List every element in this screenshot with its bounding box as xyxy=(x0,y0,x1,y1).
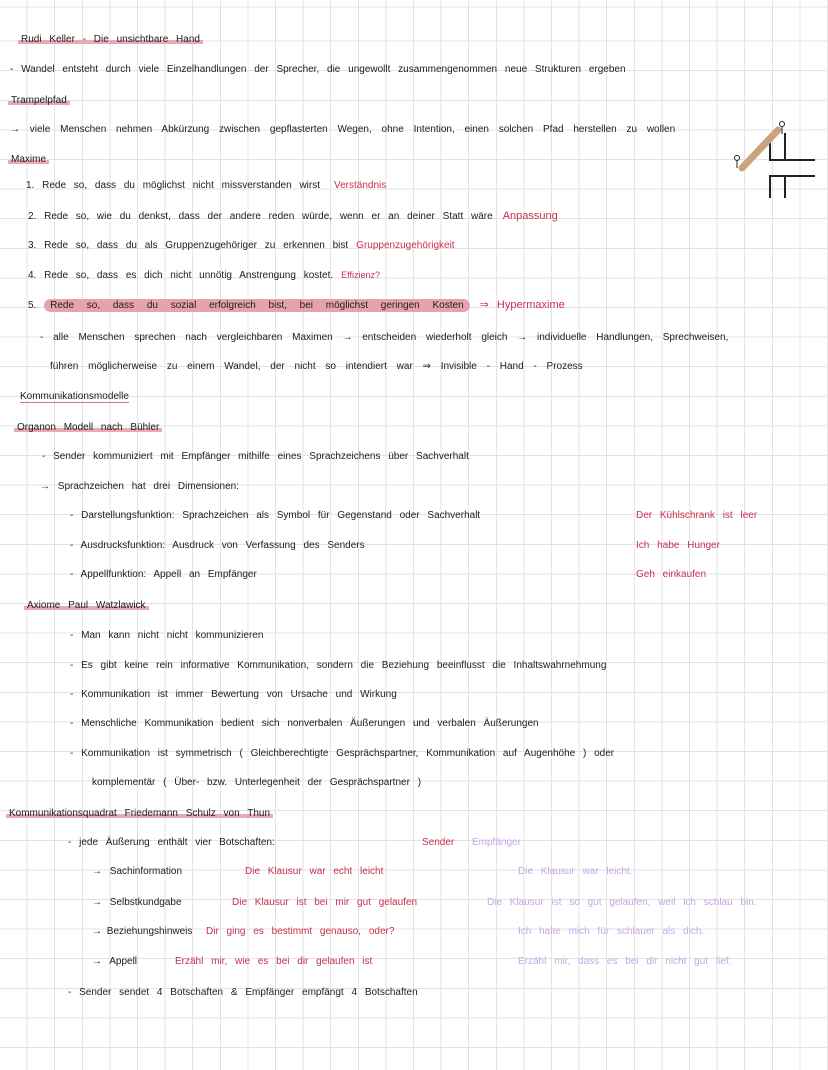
column-label-sender: Sender xyxy=(422,837,455,848)
note-line: → viele Menschen nehmen Abkürzung zwischen gepflasterten Wegen, ohne Intention, einen solchen Pfad herstellen zu wollen xyxy=(10,124,676,135)
person-icon xyxy=(780,122,785,127)
empfaenger-example: Die Klausur ist so gut gelaufen, weil ich schlau bin. xyxy=(487,897,757,908)
function-item: - Ausdrucksfunktion: Ausdruck von Verfassung des Senders xyxy=(70,540,365,551)
axiom-item: - Kommunikation ist immer Bewertung von Ursache und Wirkung xyxy=(70,689,397,700)
person-icon xyxy=(735,156,740,161)
heading-schulz-von-thun: Kommunikationsquadrat Friedemann Schulz von Thun xyxy=(6,808,273,819)
note-line: - alle Menschen sprechen nach vergleichbaren Maximen → entscheiden wiederholt gleich → individuelle Handlungen, Sprechweisen, xyxy=(40,332,729,343)
note-line: führen möglicherweise zu einem Wandel, der nicht so intendiert war ⇒ Invisible - Hand - Prozess xyxy=(50,361,583,372)
function-example: Ich habe Hunger xyxy=(636,540,720,551)
empfaenger-example: Die Klausur war leicht. xyxy=(518,866,633,877)
note-line: - jede Äußerung enthält vier Botschaften: xyxy=(68,837,275,848)
botschaft-label: → Beziehungshinweis xyxy=(92,926,193,937)
sender-example: Die Klausur ist bei mir gut gelaufen xyxy=(232,897,418,908)
road-lines xyxy=(770,140,815,198)
axiom-item: komplementär ( Über- bzw. Unterlegenheit der Gesprächspartner ) xyxy=(92,777,422,788)
sender-example: Die Klausur war echt leicht xyxy=(245,866,384,877)
sender-example: Erzähl mir, wie es bei dir gelaufen ist xyxy=(175,956,373,967)
note-line: - Sender kommuniziert mit Empfänger mithilfe eines Sprachzeichens über Sachverhalt xyxy=(42,451,469,462)
empfaenger-example: Erzähl mir, dass es bei dir nicht gut lief. xyxy=(518,956,732,967)
empfaenger-example: Ich halte mich für schlauer als dich. xyxy=(518,926,705,937)
botschaft-label: → Sachinformation xyxy=(92,866,183,877)
path-shortcut xyxy=(742,130,778,168)
axiom-item: - Man kann nicht nicht kommunizieren xyxy=(70,630,264,641)
sender-example: Dir ging es bestimmt genauso, oder? xyxy=(206,926,395,937)
heading-maxime: Maxime xyxy=(8,154,49,165)
botschaft-label: → Selbstkundgabe xyxy=(92,897,182,908)
maxime-item: 4. Rede so, dass es dich nicht unnötig Anstrengung kostet. Effizienz? xyxy=(28,270,381,281)
function-example: Der Kühlschrank ist leer xyxy=(636,510,758,521)
heading-trampelpfad: Trampelpfad xyxy=(8,95,70,106)
axiom-item: - Es gibt keine rein informative Kommunikation, sondern die Beziehung beeinflusst die Inhaltswahrnehmung xyxy=(70,660,607,671)
heading-organon: Organon Modell nach Bühler xyxy=(14,422,162,433)
function-example: Geh einkaufen xyxy=(636,569,707,580)
heading-kommunikationsmodelle: Kommunikationsmodelle xyxy=(20,391,129,402)
column-label-empfaenger: Empfänger xyxy=(472,837,521,848)
note-line: - Wandel entsteht durch viele Einzelhandlungen der Sprecher, die ungewollt zusammengenommen neue Strukturen ergeben xyxy=(10,64,626,75)
heading-watzlawick: Axiome Paul Watzlawick xyxy=(24,600,149,611)
maxime-item: 1. Rede so, dass du möglichst nicht missverstanden wirst Verständnis xyxy=(26,180,387,191)
maxime-item: 2. Rede so, wie du denkst, dass der andere reden würde, wenn er an deiner Statt wäre Anpassung xyxy=(28,210,558,222)
note-line: - Sender sendet 4 Botschaften & Empfänger empfängt 4 Botschaften xyxy=(68,987,418,998)
hypermaxime-highlight: Rede so, dass du sozial erfolgreich bist, bei möglichst geringen Kosten xyxy=(44,299,470,312)
axiom-item: - Menschliche Kommunikation bedient sich nonverbalen Äußerungen und verbalen Äußerungen xyxy=(70,718,539,729)
function-item: - Darstellungsfunktion: Sprachzeichen als Symbol für Gegenstand oder Sachverhalt xyxy=(70,510,481,521)
trampelpfad-crossroad-sketch xyxy=(730,118,820,198)
section-title-keller: Rudi Keller - Die unsichtbare Hand xyxy=(18,34,203,45)
maxime-item: 5. Rede so, dass du sozial erfolgreich bist, bei möglichst geringen Kosten ⇒ Hypermaxime xyxy=(28,299,565,311)
maxime-item: 3. Rede so, dass du als Gruppenzugehöriger zu erkennen bist Gruppenzugehörigkeit xyxy=(28,240,455,251)
note-line: → Sprachzeichen hat drei Dimensionen: xyxy=(40,481,239,492)
function-item: - Appellfunktion: Appell an Empfänger xyxy=(70,569,257,580)
axiom-item: - Kommunikation ist symmetrisch ( Gleichberechtigte Gesprächspartner, Kommunikation auf Augenhöhe ) oder xyxy=(70,748,615,759)
botschaft-label: → Appell xyxy=(92,956,138,967)
